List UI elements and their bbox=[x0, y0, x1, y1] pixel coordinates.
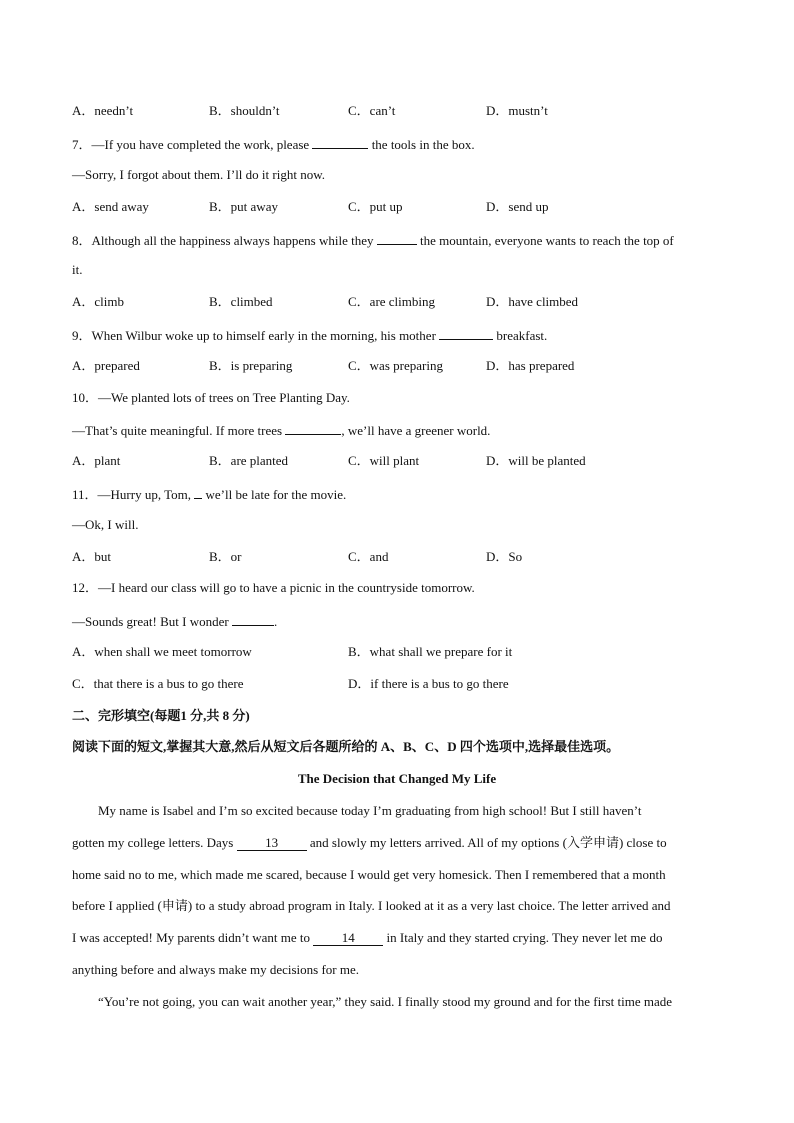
q7-reply: —Sorry, I forgot about them. I’ll do it right now. bbox=[72, 167, 325, 182]
q9-option-a: A．prepared bbox=[72, 358, 140, 373]
q12-stem: 12．—I heard our class will go to have a picnic in the countryside tomorrow. bbox=[72, 580, 475, 595]
q8-option-c: C．are climbing bbox=[348, 294, 436, 309]
q12-option-c: C．that there is a bus to go there bbox=[72, 676, 244, 691]
q8-blank bbox=[377, 231, 417, 245]
q11-option-d: D．So bbox=[486, 549, 523, 564]
passage-line-4: before I applied (申请) to a study abroad program in Italy. I looked at it as a very last choice. The letter arrived and bbox=[72, 898, 671, 913]
passage-line-6: anything before and always make my decisions for me. bbox=[72, 962, 359, 977]
q8-stem: 8．Although all the happiness always happens while they the mountain, everyone wants to reach the top of bbox=[72, 233, 674, 248]
q12-blank bbox=[232, 612, 274, 626]
passage-title: The Decision that Changed My Life bbox=[297, 771, 497, 786]
q7-option-d: D．send up bbox=[486, 199, 549, 214]
q11-reply: —Ok, I will. bbox=[72, 517, 139, 532]
q9-option-b: B．is preparing bbox=[209, 358, 293, 373]
section2-instruction: 阅读下面的短文,掌握其大意,然后从短文后各题所给的 A、B、C、D 四个选项中,选择最佳选项。 bbox=[72, 739, 620, 754]
q9-stem: 9．When Wilbur woke up to himself early in the morning, his mother breakfast. bbox=[72, 328, 548, 343]
q9-blank bbox=[439, 326, 493, 340]
q7-option-a: A．send away bbox=[72, 199, 149, 214]
q8-stem-continued: it. bbox=[72, 262, 83, 277]
q10-option-d: D．will be planted bbox=[486, 453, 586, 468]
q8-option-b: B．climbed bbox=[209, 294, 273, 309]
passage-line-5: I was accepted! My parents didn’t want me to 14 in Italy and they started crying. They never let me do bbox=[72, 930, 663, 945]
q11-option-c: C．and bbox=[348, 549, 389, 564]
section2-heading: 二、完形填空(每题1 分,共 8 分) bbox=[72, 708, 250, 723]
q12-reply: —Sounds great! But I wonder . bbox=[72, 614, 278, 629]
q9-option-c: C．was preparing bbox=[348, 358, 443, 373]
cloze-blank-14: 14 bbox=[313, 931, 383, 946]
q10-reply: —That’s quite meaningful. If more trees , we’ll have a greener world. bbox=[72, 423, 491, 438]
q10-option-b: B．are planted bbox=[209, 453, 289, 468]
q6-option-b: B．shouldn’t bbox=[209, 103, 280, 118]
q12-option-b: B．what shall we prepare for it bbox=[348, 644, 513, 659]
q10-option-c: C．will plant bbox=[348, 453, 420, 468]
q9-option-d: D．has prepared bbox=[486, 358, 575, 373]
q12-option-a: A．when shall we meet tomorrow bbox=[72, 644, 252, 659]
q6-option-a: A．needn’t bbox=[72, 103, 134, 118]
passage-line-7: “You’re not going, you can wait another year,” they said. I finally stood my ground and for the first time made bbox=[98, 994, 672, 1009]
q8-option-a: A．climb bbox=[72, 294, 124, 309]
q7-stem: 7．—If you have completed the work, please the tools in the box. bbox=[72, 137, 475, 152]
passage-line-3: home said no to me, which made me scared, because I would get very homesick. Then I remembered that a month bbox=[72, 867, 666, 882]
q7-blank bbox=[312, 135, 368, 149]
q11-option-a: A．but bbox=[72, 549, 112, 564]
q11-option-b: B．or bbox=[209, 549, 242, 564]
q8-option-d: D．have climbed bbox=[486, 294, 579, 309]
passage-line-2: gotten my college letters. Days 13 and slowly my letters arrived. All of my options (入学申请) close to bbox=[72, 835, 667, 850]
q12-option-d: D．if there is a bus to go there bbox=[348, 676, 509, 691]
cloze-blank-13: 13 bbox=[237, 836, 307, 851]
q6-option-d: D．mustn’t bbox=[486, 103, 548, 118]
q7-option-b: B．put away bbox=[209, 199, 278, 214]
q7-option-c: C．put up bbox=[348, 199, 403, 214]
q6-option-c: C．can’t bbox=[348, 103, 396, 118]
q10-stem: 10．—We planted lots of trees on Tree Planting Day. bbox=[72, 390, 350, 405]
passage-line-1: My name is Isabel and I’m so excited because today I’m graduating from high school! But I still haven’t bbox=[98, 803, 642, 818]
q11-stem: 11．—Hurry up, Tom, we’ll be late for the movie. bbox=[72, 487, 347, 502]
q10-option-a: A．plant bbox=[72, 453, 121, 468]
q10-blank bbox=[285, 421, 341, 435]
